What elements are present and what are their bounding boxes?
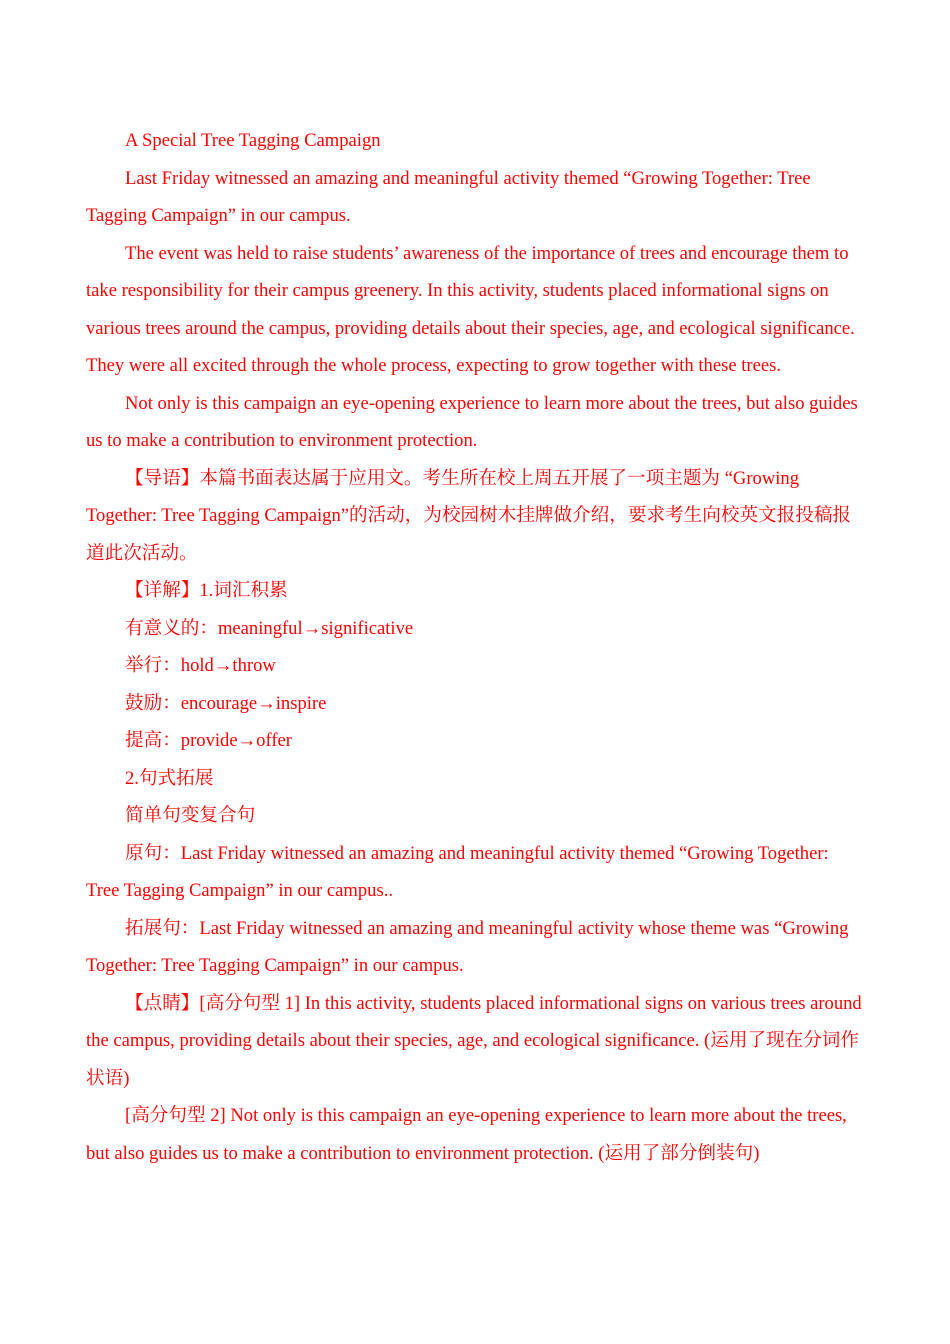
highlight-sentence-1: 【点睛】[高分句型 1] In this activity, students placed informational signs on various trees around the campus, providing details about their species, age, and ecological significance. (运用了现在分词作状语) xyxy=(86,992,862,1089)
document-page xyxy=(86,122,866,1172)
vocabulary-item: 举行：hold→throw xyxy=(125,655,276,676)
essay-paragraph-3: Not only is this campaign an eye-opening experience to learn more about the trees, but also guides us to make a contribution to environment protection. xyxy=(86,392,858,451)
essay-title: A Special Tree Tagging Campaign xyxy=(125,130,381,151)
essay-paragraph-1: Last Friday witnessed an amazing and meaningful activity themed “Growing Together: Tree Tagging Campaign” in our campus. xyxy=(86,167,811,226)
sentence-expansion-heading: 2.句式拓展 xyxy=(125,767,214,789)
vocabulary-item: 有意义的：meaningful→significative xyxy=(125,617,414,639)
essay-paragraph-2: The event was held to raise students’ awareness of the importance of trees and encourage them to take responsibility for their campus greenery. In this activity, students placed informational signs on various trees around the campus, providing details about their species, age, and ecological significance. They were all excited through the whole process, expecting to grow together with these trees. xyxy=(86,242,855,376)
sentence-expansion-subheading: 简单句变复合句 xyxy=(125,805,256,826)
detail-heading: 【详解】1.词汇积累 xyxy=(125,580,288,601)
highlight-sentence-2: [高分句型 2] Not only is this campaign an eye-opening experience to learn more about the trees, but also guides us to make a contribution to environment protection. (运用了部分倒装句) xyxy=(86,1105,847,1164)
original-sentence: 原句：Last Friday witnessed an amazing and meaningful activity themed “Growing Together: Tree Tagging Campaign” in our campus.. xyxy=(86,842,829,901)
guide-introduction: 【导语】本篇书面表达属于应用文。考生所在校上周五开展了一项主题为 “Growing Together: Tree Tagging Campaign”的活动，为校园树木挂牌做介绍，要求考生向校英文报投稿报道此次活动。 xyxy=(86,467,852,564)
vocabulary-item: 提高：provide→offer xyxy=(125,730,292,751)
vocabulary-item: 鼓励：encourage→inspire xyxy=(125,692,327,714)
expanded-sentence: 拓展句：Last Friday witnessed an amazing and meaningful activity whose theme was “Growing Together: Tree Tagging Campaign” in our campus. xyxy=(86,917,849,976)
